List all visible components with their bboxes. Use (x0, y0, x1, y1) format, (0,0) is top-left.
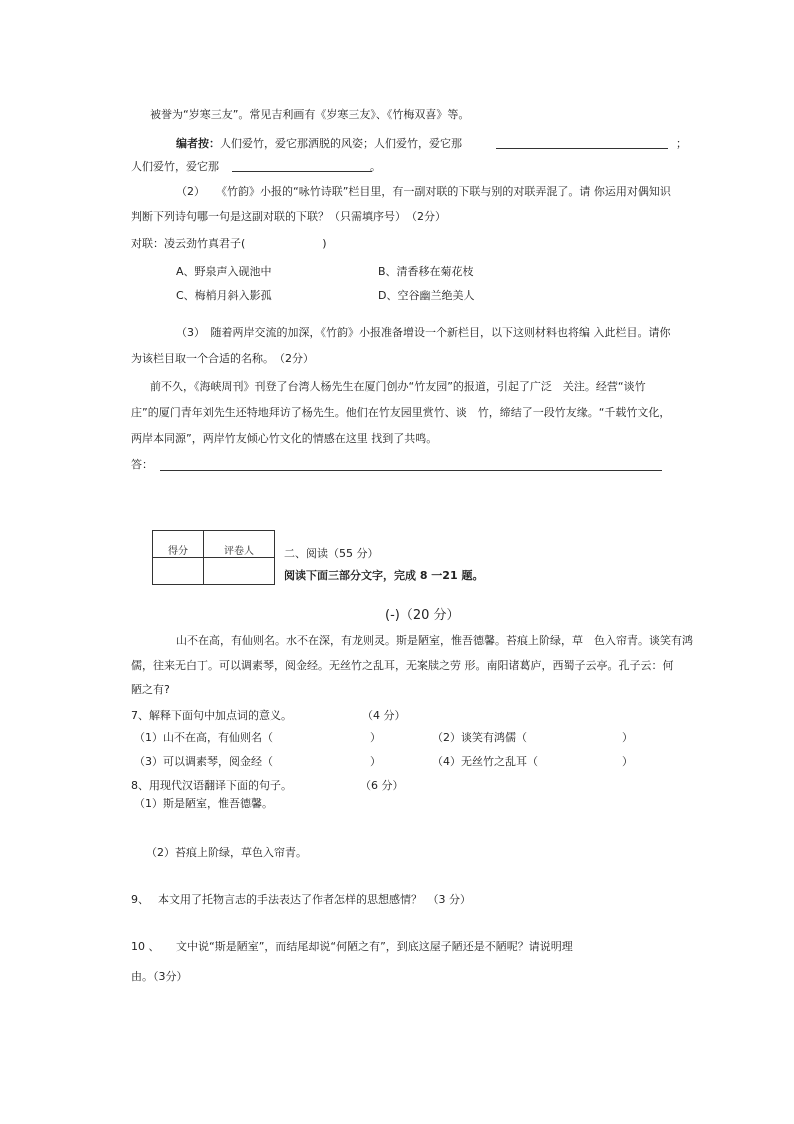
q7-item-1-close: ） (370, 731, 381, 744)
q7-item-2-close: ） (622, 731, 633, 744)
q7-item-2: （2）谈笑有鸿儒（ (432, 731, 527, 744)
option-c: C、梅梢月斜入影孤 (176, 289, 272, 302)
reading-text: 儒，往来无白丁。可以调素琴，阅金经。无丝竹之乱耳，无案牍之劳 形。南阳诸葛庐，西蜀子云亭。孔子云：何 (131, 659, 674, 672)
q8-sentence-2: （2）苔痕上阶绿，草色入帘青。 (146, 846, 307, 859)
question-8-score: （6 分） (360, 779, 404, 792)
grader-header: 评卷人 (204, 531, 275, 558)
grader-cell[interactable] (204, 558, 275, 585)
section-heading: (-)（20 分） (385, 608, 460, 623)
q7-item-4: （4）无丝竹之乱耳（ (432, 755, 538, 768)
reading-instructions: 阅读下面三部分文字，完成 8 一21 题。 (284, 569, 484, 582)
answer-blank[interactable] (496, 148, 668, 149)
answer-label: 答： (131, 458, 153, 471)
question-2: （2） 《竹韵》小报的“咏竹诗联”栏目里，有一副对联的下联与别的对联弄混了。请 你运用对偶知识 (176, 185, 671, 198)
question-9: 本文用了托物言志的手法表达了作者怎样的思想感情？ （3 分） (158, 893, 471, 906)
reading-text: 山不在高，有仙则名。水不在深，有龙则灵。斯是陋室，惟吾德馨。苔痕上阶绿，草 色入帘青。谈笑有鸿 (176, 634, 693, 647)
question-9-number: 9、 (131, 893, 149, 906)
question-2-cont: 判断下列诗句哪一句是这副对联的下联？（只需填序号） （2分） (131, 210, 446, 223)
reading-title: 二、阅读（55 分） (284, 547, 379, 560)
option-b: B、清香移在菊花枝 (378, 265, 474, 278)
editor-label: 编者按： (176, 137, 220, 150)
q7-item-3: （3）可以调素琴，阅金经（ (134, 755, 273, 768)
text-line: 人们爱竹，爱它那 (131, 160, 219, 173)
q7-item-1: （1）山不在高，有仙则名（ (134, 731, 273, 744)
q7-item-4-close: ） (622, 755, 633, 768)
answer-blank[interactable] (232, 171, 372, 172)
reading-text: 陋之有? (131, 683, 170, 696)
couplet: 对联：凌云劲竹真君子( ) (131, 237, 327, 250)
question-7-score: （4 分） (362, 709, 406, 722)
score-table (152, 530, 275, 585)
score-header: 得分 (153, 531, 204, 558)
material-line: 两岸本同源”，两岸竹友倾心竹文化的情感在这里 找到了共鸣。 (131, 432, 438, 445)
option-d: D、空谷幽兰绝美人 (378, 289, 475, 302)
answer-blank[interactable] (160, 470, 662, 471)
question-7: 7、解释下面句中加点词的意义。 (131, 709, 292, 722)
text-line: 被誉为“岁寒三友”。常见吉利画有《岁寒三友》、《竹梅双喜》等。 (150, 108, 470, 121)
material-line: 前不久，《海峡周刊》刊登了台湾人杨先生在厦门创办“竹友园”的报道，引起了广泛 关注。经营“谈竹 (150, 380, 646, 393)
score-cell[interactable] (153, 558, 204, 585)
q7-item-3-close: ） (370, 755, 381, 768)
material-line: 庄”的厦门青年刘先生还特地拜访了杨先生。他们在竹友园里赏竹、谈 竹，缔结了一段竹友缘。“千载竹文化， (131, 406, 671, 419)
question-3-cont: 为该栏目取一个合适的名称。 （2分） (131, 352, 314, 365)
q8-sentence-1: （1）斯是陋室，惟吾德馨。 (134, 797, 273, 810)
period: 。 (370, 160, 381, 173)
question-10-cont: 由。（3分） (131, 970, 188, 983)
option-a: A、野泉声入砚池中 (176, 265, 272, 278)
editor-text: 人们爱竹，爱它那洒脱的风姿；人们爱竹，爱它那 (220, 137, 462, 150)
semicolon: ； (676, 137, 687, 150)
question-10: 文中说“斯是陋室”，而结尾却说“何陋之有”，到底这屋子陋还是不陋呢？请说明理 (176, 940, 573, 953)
question-10-number: 10 、 (131, 940, 160, 953)
question-8: 8、用现代汉语翻译下面的句子。 (131, 779, 292, 792)
editor-note (176, 137, 462, 151)
question-3: （3） 随着两岸交流的加深，《竹韵》小报准备增设一个新栏目，以下这则材料也将编 入此栏目。请你 (176, 326, 671, 339)
